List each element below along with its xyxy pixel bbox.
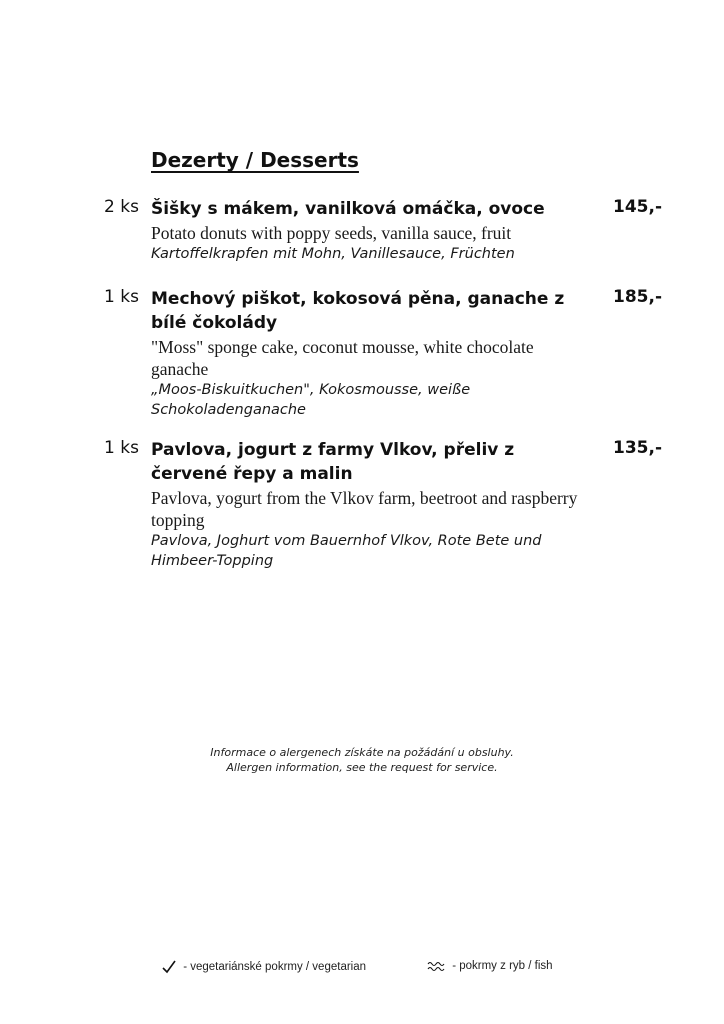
item-price: 185,- — [613, 287, 662, 307]
legend-fish — [427, 960, 553, 972]
waves-icon — [427, 960, 448, 972]
item-name-de: Kartoffelkrapfen mit Mohn, Vanillesauce, Früchten — [151, 246, 515, 262]
item-name-cz: Šišky s mákem, vanilková omáčka, ovoce — [151, 199, 545, 219]
item-name-de: Pavlova, Joghurt vom Bauernhof Vlkov, Rote Bete und Himbeer-Topping — [151, 533, 542, 569]
legend-vegetarian-label: - vegetariánské pokrmy / vegetarian — [183, 961, 367, 974]
item-name-en: Potato donuts with poppy seeds, vanilla sauce, fruit — [151, 223, 512, 243]
legend-fish-label: - pokrmy z ryb / fish — [452, 960, 553, 973]
item-name-en: Pavlova, yogurt from the Vlkov farm, beetroot and raspberry topping — [151, 488, 578, 530]
section-title: Dezerty / Desserts — [151, 148, 359, 172]
item-name-cz: Pavlova, jogurt z farmy Vlkov, přeliv z červené řepy a malin — [151, 440, 515, 484]
allergen-notice — [0, 745, 724, 775]
legend-vegetarian — [162, 960, 366, 974]
item-quantity: 1 ks — [104, 287, 139, 307]
item-price: 145,- — [613, 197, 662, 217]
checkmark-icon — [162, 961, 179, 973]
item-quantity: 1 ks — [104, 438, 139, 458]
item-name-de: „Moos-Biskuitkuchen", Kokosmousse, weiße Schokoladenganache — [151, 382, 471, 418]
item-quantity: 2 ks — [104, 197, 139, 217]
item-price: 135,- — [613, 438, 662, 458]
allergen-notice-en: Allergen information, see the request for service. — [226, 761, 498, 774]
item-name-cz: Mechový piškot, kokosová pěna, ganache z bílé čokolády — [151, 289, 565, 333]
allergen-notice-cz: Informace o alergenech získáte na požádání u obsluhy. — [210, 746, 514, 759]
item-name-en: "Moss" sponge cake, coconut mousse, white chocolate ganache — [151, 337, 534, 379]
